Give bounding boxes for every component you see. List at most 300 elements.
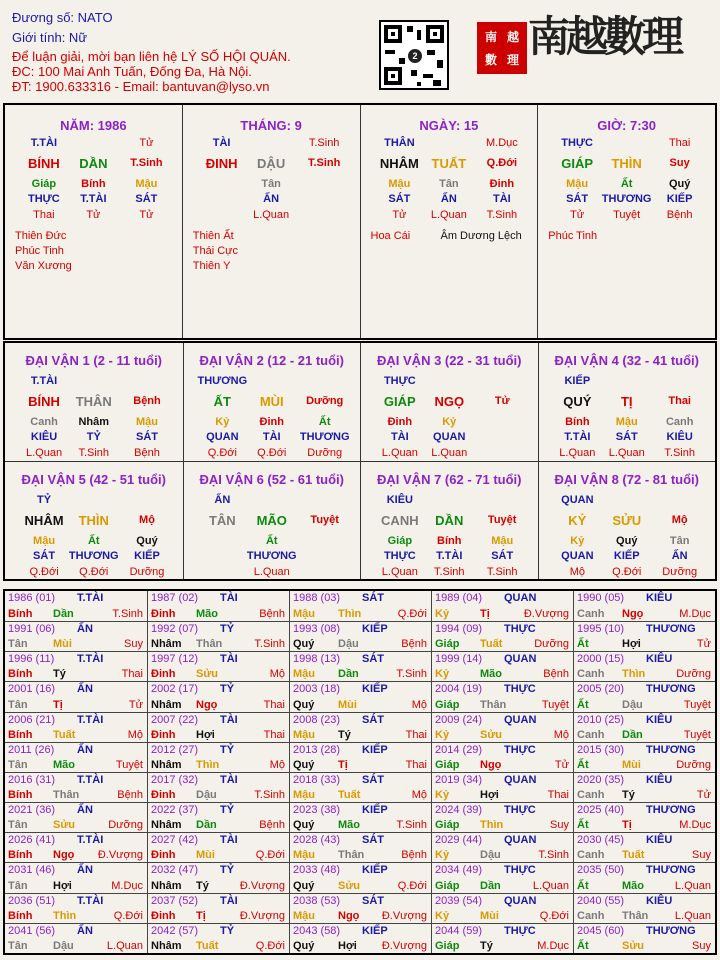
year-stem: Kỷ	[435, 789, 450, 802]
year-stage: Bệnh	[543, 668, 569, 681]
year-cell[interactable]	[573, 591, 715, 621]
year-label: 2034 (49)	[435, 864, 483, 877]
hidden-stem: Quý	[136, 535, 158, 547]
year-ten-god: QUAN	[504, 653, 537, 666]
year-label: 2044 (59)	[435, 924, 483, 937]
life-stage: Mộ	[671, 514, 688, 526]
year-cell[interactable]	[5, 742, 147, 772]
year-cell[interactable]	[289, 802, 431, 832]
ten-god-stem: THỰC	[561, 137, 593, 149]
year-stem: Tân	[8, 879, 28, 892]
dai-van-title: ĐẠI VẬN 6 (52 - 61 tuổi)	[199, 472, 344, 487]
year-branch: Hợi	[480, 789, 499, 802]
hidden-stage: Thai	[33, 209, 55, 221]
year-stem: Giáp	[435, 819, 460, 832]
life-stage: Dưỡng	[306, 395, 344, 407]
year-ten-god: T.TÀI	[77, 592, 104, 604]
year-stem: Canh	[577, 849, 605, 862]
hidden-ten-god: THƯƠNG	[246, 550, 297, 562]
life-stage: T.Sinh	[307, 157, 341, 169]
year-cell[interactable]	[431, 923, 573, 953]
hidden-stage: Q.Đới	[612, 566, 642, 578]
year-stage: Tử	[554, 758, 569, 771]
earthly-branch: SỬU	[612, 513, 642, 528]
hidden-stem: Quý	[668, 178, 691, 190]
hidden-stage: T.Sinh	[486, 566, 518, 578]
year-cell[interactable]	[431, 772, 573, 802]
year-cell[interactable]	[289, 832, 431, 862]
year-ten-god: ẤN	[77, 743, 93, 756]
earthly-branch: THÌN	[78, 513, 109, 528]
year-stem: Giáp	[435, 758, 460, 771]
year-cell[interactable]	[147, 651, 289, 681]
heavenly-stem: BÍNH	[27, 156, 60, 171]
hidden-ten-god: QUAN	[561, 550, 594, 562]
hidden-stage: L.Quan	[430, 209, 467, 221]
special-star: Âm Dương Lệch	[440, 230, 522, 242]
year-ten-god: SÁT	[362, 592, 384, 604]
year-stem: Ất	[577, 939, 589, 952]
year-cell[interactable]	[289, 712, 431, 742]
year-branch: Dần	[338, 668, 359, 681]
year-stage: Suy	[692, 849, 711, 862]
year-ten-god: KIẾP	[362, 924, 388, 937]
year-cell[interactable]	[5, 832, 147, 862]
year-stem: Ất	[577, 879, 589, 892]
hidden-stage: Q.Đới	[79, 566, 109, 578]
year-branch: Tị	[53, 698, 63, 711]
year-cell[interactable]	[573, 862, 715, 892]
hidden-ten-god: T.TÀI	[564, 431, 591, 443]
year-label: 2045 (60)	[577, 924, 625, 937]
year-cell[interactable]	[289, 591, 431, 621]
hidden-stem: Đinh	[259, 416, 284, 428]
year-cell[interactable]	[431, 832, 573, 862]
year-label: 2007 (22)	[151, 713, 199, 726]
phone-email[interactable]: ĐT: 1900.633316 - Email: bantuvan@lyso.vn	[12, 79, 270, 94]
year-stage: M.Dục	[111, 879, 143, 892]
year-cell[interactable]	[573, 923, 715, 953]
year-stem: Bính	[8, 608, 33, 621]
seal-char: 理	[506, 52, 519, 67]
year-cell[interactable]	[573, 681, 715, 711]
year-branch: Mùi	[338, 698, 357, 711]
year-cell[interactable]	[431, 802, 573, 832]
year-cell[interactable]	[431, 742, 573, 772]
year-stem: Mậu	[293, 849, 315, 862]
year-stage: Suy	[550, 819, 569, 832]
earthly-branch: THÂN	[75, 394, 112, 409]
year-cell[interactable]	[573, 802, 715, 832]
hidden-stage: L.Quan	[26, 447, 63, 459]
year-stem: Canh	[577, 909, 605, 922]
year-cell[interactable]	[431, 712, 573, 742]
year-branch: Dần	[53, 608, 74, 621]
year-ten-god: T.TÀI	[77, 894, 104, 907]
year-cell[interactable]	[573, 712, 715, 742]
hidden-ten-god: SÁT	[491, 550, 514, 562]
year-branch: Mão	[196, 608, 218, 621]
year-label: 2010 (25)	[577, 713, 625, 726]
year-branch: Tý	[196, 879, 209, 892]
qr-module	[423, 74, 433, 78]
year-branch: Sửu	[480, 728, 503, 741]
year-stem: Tân	[8, 819, 28, 832]
year-branch: Tý	[622, 789, 635, 802]
hidden-stage: Bệnh	[134, 447, 160, 459]
year-cell[interactable]	[5, 681, 147, 711]
year-stem: Giáp	[435, 638, 460, 651]
hidden-ten-god: KIẾP	[613, 550, 640, 562]
qr-module	[437, 60, 443, 68]
year-cell[interactable]	[573, 621, 715, 651]
year-cell[interactable]	[5, 651, 147, 681]
year-stage: T.Sinh	[112, 608, 143, 621]
year-branch: Tuất	[622, 849, 645, 862]
year-stem: Quý	[293, 879, 315, 892]
year-stem: Canh	[577, 789, 605, 802]
year-cell[interactable]	[5, 591, 147, 621]
year-branch: Thìn	[53, 909, 77, 922]
year-cell[interactable]	[289, 772, 431, 802]
year-stem: Kỷ	[435, 849, 450, 862]
hidden-stage: L.Quan	[559, 447, 596, 459]
year-cell[interactable]	[5, 712, 147, 742]
year-branch: Mùi	[622, 758, 641, 771]
year-label: 2017 (32)	[151, 773, 199, 786]
year-cell[interactable]	[573, 651, 715, 681]
year-stem: Kỷ	[435, 608, 450, 621]
hidden-stage: Tử	[86, 209, 101, 221]
year-cell[interactable]	[147, 681, 289, 711]
year-ten-god: QUAN	[504, 713, 537, 726]
dai-van-cell	[183, 343, 361, 461]
hidden-ten-god: QUAN	[206, 431, 239, 443]
year-stage: Thai	[405, 758, 427, 771]
year-cell[interactable]	[5, 802, 147, 832]
year-stage: T.Sinh	[396, 668, 427, 681]
header	[0, 0, 720, 102]
year-label: 2026 (41)	[8, 834, 56, 847]
year-cell[interactable]	[289, 621, 431, 651]
year-cell[interactable]	[147, 591, 289, 621]
dai-van-title: ĐẠI VẬN 5 (42 - 51 tuổi)	[21, 472, 166, 487]
year-label: 1994 (09)	[435, 623, 483, 636]
year-cell[interactable]	[431, 862, 573, 892]
earthly-branch: THÌN	[611, 156, 642, 171]
heavenly-stem: GIÁP	[383, 394, 416, 409]
year-branch: Thìn	[622, 668, 646, 681]
year-cell[interactable]	[573, 742, 715, 772]
year-label: 1987 (02)	[151, 592, 199, 604]
ten-god-stem: T.TÀI	[30, 375, 58, 387]
year-branch: Thìn	[338, 608, 362, 621]
year-label: 2029 (44)	[435, 834, 483, 847]
qr-module	[411, 70, 417, 76]
earthly-branch: MÃO	[256, 513, 287, 528]
year-stem: Quý	[293, 638, 315, 651]
year-stage: Tử	[696, 638, 711, 651]
hidden-stem: Ất	[265, 535, 278, 547]
year-ten-god: TỶ	[220, 743, 235, 756]
year-branch: Tị	[338, 758, 348, 771]
pillar-title: NGÀY: 15	[419, 118, 479, 133]
year-label: 1990 (05)	[577, 592, 625, 604]
year-ten-god: TỶ	[220, 683, 235, 696]
year-cell[interactable]	[147, 862, 289, 892]
qr-code[interactable]	[379, 20, 449, 90]
year-ten-god: KIÊU	[646, 834, 673, 847]
year-stage: Bệnh	[401, 849, 427, 862]
hidden-stem: Kỷ	[442, 416, 457, 428]
year-branch: Mão	[480, 668, 502, 681]
year-label: 2030 (45)	[577, 834, 625, 847]
year-label: 2027 (42)	[151, 834, 199, 847]
hidden-stage: L.Quan	[253, 566, 290, 578]
year-stage: T.Sinh	[254, 638, 285, 651]
year-stage: Đ.Vượng	[97, 849, 143, 862]
year-cell[interactable]	[147, 832, 289, 862]
dai-van-grid	[3, 341, 717, 581]
year-stem: Mậu	[293, 728, 315, 741]
year-stem: Giáp	[435, 879, 460, 892]
year-stem: Bính	[8, 909, 33, 922]
life-stage: Tử	[494, 395, 510, 407]
year-stage: M.Dục	[679, 819, 711, 832]
year-stage: Thai	[121, 668, 143, 681]
heavenly-stem: KỶ	[568, 513, 587, 528]
year-cell[interactable]	[573, 772, 715, 802]
hidden-ten-god: ẤN	[440, 193, 457, 205]
year-ten-god: TỶ	[220, 804, 235, 817]
year-stem: Quý	[293, 758, 315, 771]
year-ten-god: TÀI	[220, 713, 238, 726]
year-branch: Tuất	[53, 728, 76, 741]
year-label: 1992 (07)	[151, 623, 199, 636]
year-branch: Sửu	[338, 879, 361, 892]
year-branch: Hợi	[338, 939, 357, 952]
year-stage: Đ.Vượng	[381, 939, 427, 952]
year-ten-god: ẤN	[77, 623, 93, 636]
year-label: 2028 (43)	[293, 834, 341, 847]
year-branch: Dần	[196, 819, 217, 832]
hidden-stage: Dưỡng	[307, 447, 343, 459]
year-branch: Tý	[53, 668, 66, 681]
year-cell[interactable]	[431, 893, 573, 923]
year-ten-god: KIÊU	[646, 713, 673, 726]
special-star: Hoa Cái	[370, 230, 411, 242]
year-cell[interactable]	[289, 923, 431, 953]
year-ten-god: TÀI	[220, 773, 238, 786]
year-stem: Tân	[8, 939, 28, 952]
year-stage: Bệnh	[401, 638, 427, 651]
year-stage: Đ.Vượng	[239, 879, 285, 892]
hidden-ten-god: TÀI	[262, 431, 281, 443]
year-stage: Thai	[547, 789, 569, 802]
year-cell[interactable]	[5, 621, 147, 651]
year-label: 1986 (01)	[8, 592, 56, 604]
heavenly-stem: NHÂM	[24, 513, 64, 528]
year-cell[interactable]	[5, 772, 147, 802]
earthly-branch: DẦN	[79, 156, 108, 171]
year-label: 2016 (31)	[8, 773, 56, 786]
hidden-stem: Canh	[665, 416, 694, 428]
year-ten-god: KIÊU	[646, 592, 673, 604]
dai-van-cell	[360, 461, 538, 579]
year-stem: Ất	[577, 819, 589, 832]
year-cell[interactable]	[431, 681, 573, 711]
year-cell[interactable]	[289, 893, 431, 923]
year-branch: Ngọ	[622, 608, 644, 621]
year-branch: Hợi	[622, 638, 641, 651]
year-stage: Dưỡng	[534, 638, 569, 651]
year-ten-god: KIÊU	[646, 773, 673, 786]
year-branch: Thân	[338, 849, 365, 862]
year-stem: Quý	[293, 698, 315, 711]
year-cell[interactable]	[573, 893, 715, 923]
hidden-stage: Mộ	[569, 566, 585, 578]
year-cell[interactable]	[573, 832, 715, 862]
year-label: 2001 (16)	[8, 683, 56, 696]
year-cell[interactable]	[147, 772, 289, 802]
year-stem: Nhâm	[151, 939, 182, 952]
year-label: 1997 (12)	[151, 653, 199, 666]
year-branch: Tuất	[196, 939, 219, 952]
ten-god-branch: Tử	[139, 137, 154, 149]
dai-van-title: ĐẠI VẬN 1 (2 - 11 tuổi)	[25, 353, 163, 368]
annual-luck-grid	[3, 589, 717, 955]
qr-module	[407, 26, 413, 32]
four-pillars-table	[3, 103, 717, 340]
hidden-ten-god: ẤN	[671, 550, 688, 562]
hidden-stem: Tân	[261, 178, 281, 190]
year-stem: Tân	[8, 638, 28, 651]
year-branch: Mão	[53, 758, 75, 771]
hidden-stem: Mậu	[33, 535, 56, 547]
year-cell[interactable]	[289, 742, 431, 772]
hidden-stem: Nhâm	[78, 416, 110, 428]
earthly-branch: NGỌ	[434, 394, 465, 409]
year-cell[interactable]	[289, 681, 431, 711]
year-stem: Bính	[8, 668, 33, 681]
year-ten-god: THỰC	[504, 924, 536, 937]
ten-god-branch: M.Dục	[486, 137, 518, 149]
year-cell[interactable]	[289, 651, 431, 681]
year-stage: Đ.Vượng	[523, 608, 569, 621]
year-ten-god: SÁT	[362, 653, 384, 666]
year-stem: Mậu	[293, 789, 315, 802]
hidden-stem: Mậu	[566, 178, 589, 190]
hidden-ten-god: THƯƠNG	[299, 431, 350, 443]
ten-god-stem: KIẾP	[564, 375, 591, 387]
year-branch: Tý	[480, 939, 493, 952]
seal-char: 越	[506, 29, 519, 44]
year-cell[interactable]	[147, 712, 289, 742]
year-stage: Q.Đới	[397, 608, 427, 621]
year-cell[interactable]	[147, 621, 289, 651]
year-cell[interactable]	[147, 923, 289, 953]
year-label: 1988 (03)	[293, 592, 341, 604]
year-label: 2032 (47)	[151, 864, 199, 877]
dai-van-title: ĐẠI VẬN 8 (72 - 81 tuổi)	[554, 472, 699, 487]
year-branch: Thân	[196, 638, 223, 651]
year-cell[interactable]	[431, 621, 573, 651]
year-label: 2036 (51)	[8, 894, 56, 907]
year-label: 2011 (26)	[8, 743, 55, 756]
year-ten-god: KIẾP	[362, 683, 388, 696]
year-ten-god: QUAN	[504, 834, 537, 847]
year-stem: Đinh	[151, 909, 176, 922]
year-ten-god: SÁT	[362, 834, 384, 847]
year-branch: Ngọ	[338, 909, 360, 922]
earthly-branch: DẬU	[257, 156, 286, 171]
year-cell[interactable]	[5, 923, 147, 953]
year-cell[interactable]	[147, 802, 289, 832]
qr-finder	[384, 25, 402, 43]
hidden-ten-god: SÁT	[135, 193, 158, 205]
hidden-ten-god: T.TÀI	[80, 193, 107, 205]
heavenly-stem: BÍNH	[28, 394, 60, 409]
year-ten-god: QUAN	[504, 773, 537, 786]
year-cell[interactable]	[289, 862, 431, 892]
year-cell[interactable]	[431, 591, 573, 621]
hidden-ten-god: T.TÀI	[436, 550, 463, 562]
year-stem: Nhâm	[151, 638, 182, 651]
qr-module	[433, 80, 441, 86]
ten-god-stem: THƯƠNG	[197, 375, 248, 387]
special-star: Văn Xương	[15, 260, 72, 272]
year-ten-god: KIẾP	[362, 623, 388, 636]
hidden-stage: Tuyệt	[613, 209, 641, 221]
year-label: 2006 (21)	[8, 713, 56, 726]
hidden-stage: Q.Đới	[207, 447, 237, 459]
year-stage: Suy	[124, 638, 143, 651]
year-stem: Nhâm	[151, 879, 182, 892]
year-stage: Tuyệt	[115, 758, 143, 771]
year-label: 2004 (19)	[435, 683, 483, 696]
year-cell[interactable]	[5, 862, 147, 892]
hidden-stem: Đinh	[387, 416, 413, 428]
ten-god-stem: T.TÀI	[30, 137, 58, 149]
year-stage: Tuyệt	[541, 698, 569, 711]
hidden-stem: Bính	[81, 178, 106, 190]
year-branch: Tị	[196, 909, 206, 922]
heavenly-stem: TÂN	[208, 513, 236, 528]
year-label: 2015 (30)	[577, 743, 625, 756]
ten-god-branch: Thai	[668, 137, 691, 149]
year-branch: Mão	[622, 879, 644, 892]
year-branch: Mùi	[480, 909, 499, 922]
year-stage: Tuyệt	[683, 728, 711, 741]
year-branch: Thìn	[196, 758, 220, 771]
year-cell[interactable]	[5, 893, 147, 923]
year-stage: Mộ	[127, 728, 143, 741]
year-cell[interactable]	[147, 742, 289, 772]
year-branch: Mão	[338, 819, 360, 832]
year-stage: L.Quan	[674, 909, 711, 922]
year-branch: Sửu	[622, 939, 645, 952]
year-ten-god: T.TÀI	[77, 773, 104, 786]
year-stem: Mậu	[293, 909, 315, 922]
year-branch: Ngọ	[480, 758, 502, 771]
year-cell[interactable]	[147, 893, 289, 923]
hidden-ten-god: THƯƠNG	[68, 550, 119, 562]
year-stage: L.Quan	[674, 879, 711, 892]
hidden-ten-god: ẤN	[263, 193, 280, 205]
qr-module	[399, 58, 405, 64]
year-ten-god: THƯƠNG	[646, 804, 696, 817]
year-cell[interactable]	[431, 651, 573, 681]
